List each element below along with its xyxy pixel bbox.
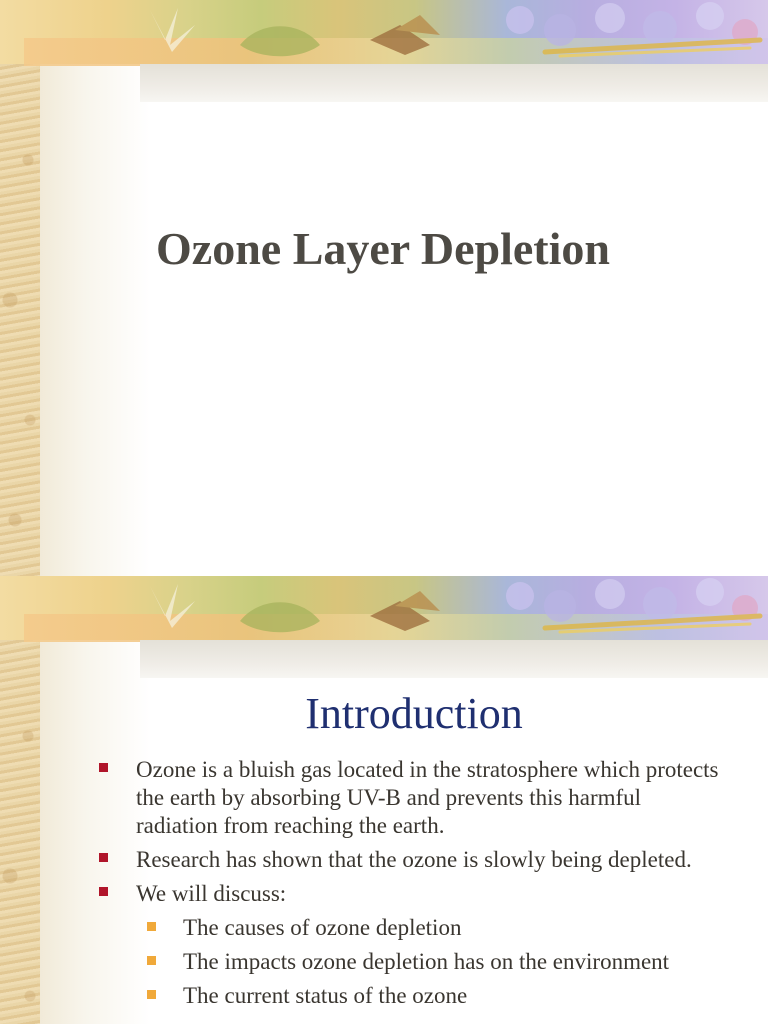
- bullet-text: Research has shown that the ozone is slowly being depleted.: [136, 847, 692, 872]
- edge-fade: [40, 0, 150, 576]
- introduction-slide: [0, 576, 768, 1024]
- banner-flowers-illustration: [0, 576, 768, 646]
- bullet-text: We will discuss:: [136, 881, 287, 906]
- sub-bullet-item: [0, 982, 768, 1010]
- square-bullet-icon: [99, 763, 108, 772]
- slide-heading: Introduction: [305, 689, 523, 738]
- square-bullet-icon: [99, 853, 108, 862]
- sub-bullet-item: [0, 948, 768, 976]
- bullet-list: [0, 756, 768, 1016]
- sub-bullet-item: [0, 914, 768, 942]
- sub-bullet-text: The impacts ozone depletion has on the environment: [183, 949, 670, 974]
- square-sub-bullet-icon: [147, 990, 156, 999]
- banner-shadow: [140, 64, 768, 102]
- bullet-item: [0, 846, 768, 874]
- square-bullet-icon: [99, 887, 108, 896]
- sub-bullet-text: The causes of ozone depletion: [183, 915, 462, 940]
- parchment-border: [0, 0, 40, 576]
- banner-flowers-illustration: [0, 0, 768, 70]
- bullet-item: [0, 880, 768, 908]
- bullet-item: [0, 756, 768, 840]
- square-sub-bullet-icon: [147, 956, 156, 965]
- banner-shadow: [140, 640, 768, 678]
- presentation-title: Ozone Layer Depletion: [156, 223, 610, 274]
- square-sub-bullet-icon: [147, 922, 156, 931]
- bullet-text: Ozone is a bluish gas located in the stratosphere which protects the earth by absorbing UV-B and prevents this harmful radiation from reaching the earth.: [136, 757, 719, 838]
- sub-bullet-text: The current status of the ozone: [183, 983, 468, 1008]
